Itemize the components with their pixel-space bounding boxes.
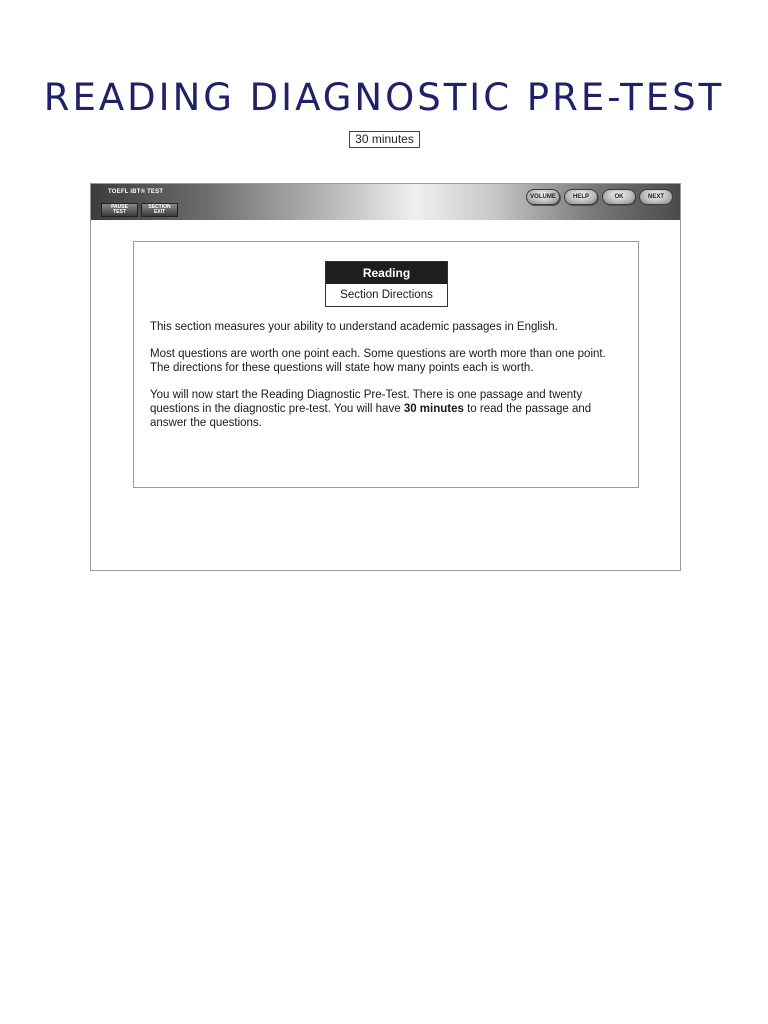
toolbar-title: TOEFL iBT® TEST (108, 189, 164, 195)
pause-test-button[interactable] (101, 203, 138, 217)
directions-paragraph-2: Most questions are worth one point each. Some questions are worth more than one point. The directions for these questions will state how many points each is worth. (150, 348, 606, 374)
ok-button[interactable]: OK (602, 189, 636, 205)
section-exit-label-line1: SECTION (148, 204, 171, 210)
section-header (325, 261, 448, 307)
time-limit-emphasis: 30 minutes (403, 403, 464, 415)
test-window (90, 183, 681, 571)
directions-paragraph-1: This section measures your ability to understand academic passages in English. (150, 321, 558, 333)
paragraph-3-text-start: You will now start the Reading Diagnostic Pre-Test. There is one passage and twenty questions in the diagnostic pre-test. You will have (150, 389, 583, 415)
section-title: Reading (326, 262, 447, 284)
page-title: READING DIAGNOSTIC PRE-TEST (43, 76, 725, 119)
section-exit-label-line2: EXIT (153, 209, 166, 215)
volume-button[interactable]: VOLUME (526, 189, 560, 205)
section-subtitle: Section Directions (326, 284, 447, 306)
time-limit-label: 30 minutes (349, 131, 420, 148)
paragraph-3-text-end: to read the passage and answer the questions. (150, 403, 592, 429)
section-exit-button[interactable] (141, 203, 178, 217)
toolbar (91, 184, 680, 220)
directions-panel (133, 241, 639, 488)
directions-text (150, 320, 620, 443)
pause-test-label-line1: PAUSE (111, 204, 128, 210)
directions-paragraph-3 (150, 388, 620, 430)
next-button[interactable]: NEXT (639, 189, 673, 205)
pause-test-label-line2: TEST (113, 209, 126, 215)
help-button[interactable]: HELP (564, 189, 598, 205)
